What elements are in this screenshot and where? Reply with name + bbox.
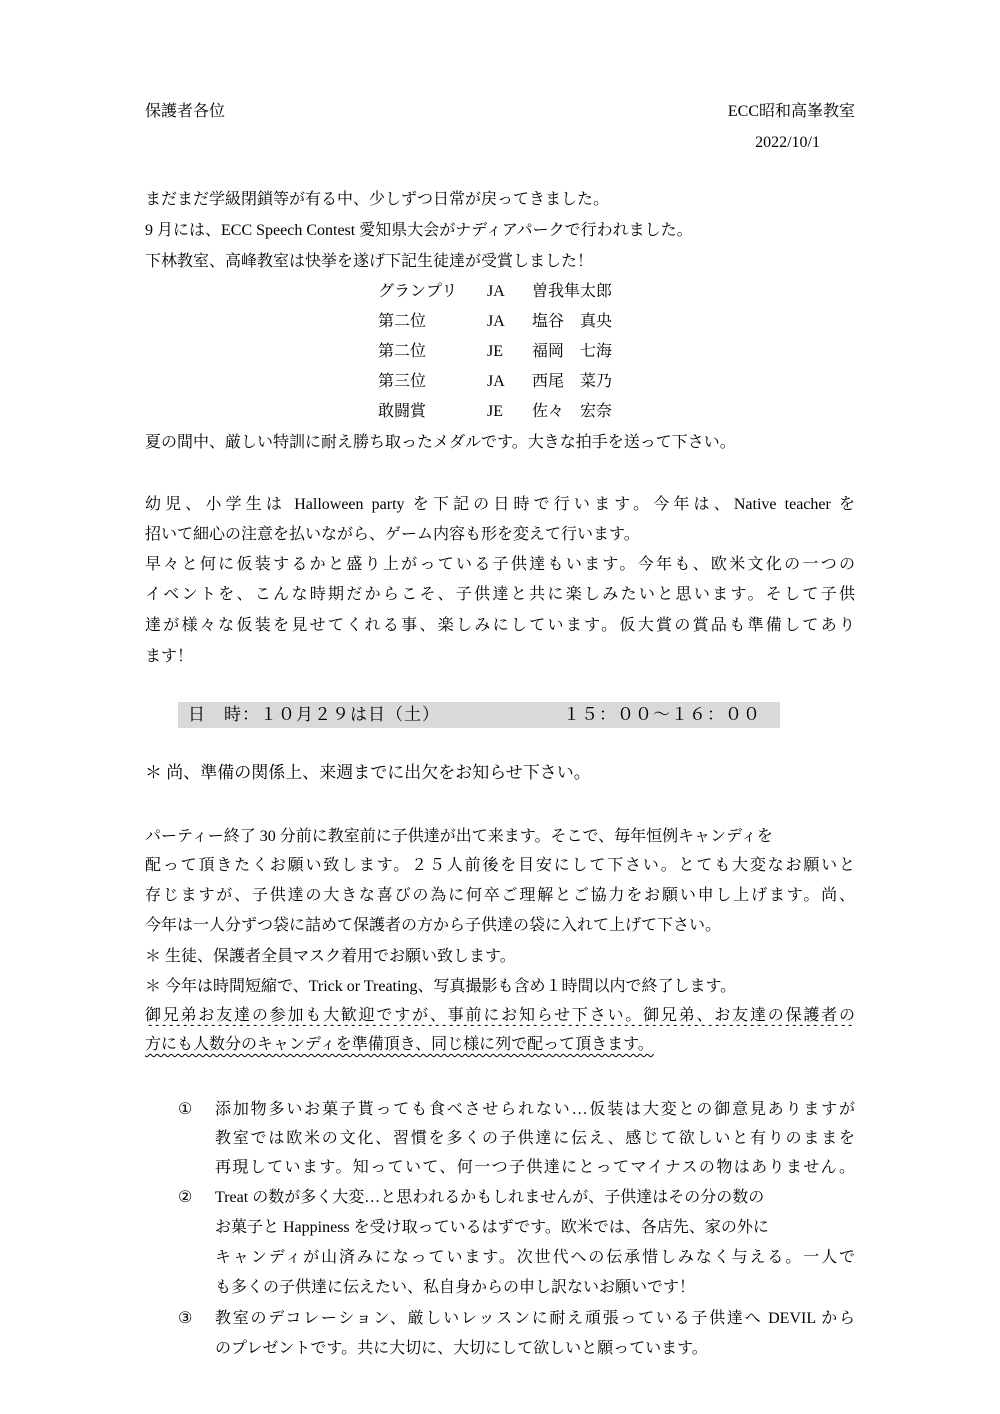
schedule-box: [178, 702, 780, 728]
point-line: 添加物多いお菓子貰っても食べさせられない…仮装は大変との御意見ありますが: [215, 1101, 855, 1118]
text-line: 存じますが、子供達の大きな喜びの為に何卒ご理解とご協力をお願い申し上げます。尚、: [145, 887, 855, 904]
text-line: 下林教室、高峰教室は快挙を遂げ下記生徒達が受賞しました！: [145, 253, 594, 270]
schedule-time: １５：００～１６：００: [563, 705, 761, 724]
award-name: 塩谷 真央: [532, 313, 613, 330]
mask-note: ＊ 生徒、保護者全員マスク着用でお願い致します。: [145, 948, 516, 965]
recipient: 保護者各位: [145, 103, 226, 120]
time-note: ＊ 今年は時間短縮で、Trick or Treating、写真撮影も含め１時間以内で終了します。: [145, 978, 737, 995]
text-line: イベントを、こんな時期だからこそ、子供達と共に楽しみたいと思います。そして子供: [145, 586, 855, 603]
award-prize: グランプリ: [378, 283, 458, 300]
sender: ECC昭和高峯教室: [727, 103, 855, 120]
awards-closing: 夏の間中、厳しい特訓に耐え勝ち取ったメダルです。大きな拍手を送って下さい。: [145, 434, 736, 451]
siblings-note: 御兄弟お友達の参加も大歓迎ですが、事前にお知らせ下さい。御兄弟、お友達の保護者の: [145, 1007, 855, 1024]
siblings-note: 方にも人数分のキャンディを準備頂き、同じ様に列で配って頂きます。: [145, 1036, 654, 1053]
award-class: JE: [487, 403, 503, 420]
point-line: お菓子と Happiness を受け取っているはずです。欧米では、各店先、家の外に: [215, 1219, 769, 1236]
point-marker: ②: [178, 1189, 193, 1206]
point-line: 教室のデコレーション、厳しいレッスンに耐え頑張っている子供達へ DEVIL から: [215, 1310, 855, 1327]
text-line: 今年は一人分ずつ袋に詰めて保護者の方から子供達の袋に入れて上げて下さい。: [145, 917, 722, 934]
rsvp-note: ＊ 尚、準備の関係上、来週までに出欠をお知らせ下さい。: [145, 763, 591, 782]
point-line: キャンディが山済みになっています。次世代への伝承惜しみなく与える。一人で: [215, 1249, 855, 1266]
award-name: 曽我隼太郎: [532, 283, 613, 300]
award-prize: 敢闘賞: [378, 403, 427, 420]
point-line: のプレゼントです。共に大切に、大切にして欲しいと願っています。: [215, 1340, 708, 1357]
award-name: 福岡 七海: [532, 343, 613, 360]
award-prize: 第二位: [378, 313, 427, 330]
text-line: パーティー終了 30 分前に教室前に子供達が出て来ます。そこで、毎年恒例キャンディを: [145, 828, 773, 845]
award-name: 佐々 宏奈: [532, 403, 613, 420]
point-line: 再現しています。知っていて、何一つ子供達にとってマイナスの物はありません。: [215, 1159, 855, 1176]
award-class: JA: [487, 373, 505, 390]
text-line: 9 月には、ECC Speech Contest 愛知県大会がナディアパークで行われました。: [145, 222, 693, 239]
text-line: 達が様々な仮装を見せてくれる事、楽しみにしています。仮大賞の賞品も準備してあり: [145, 617, 855, 634]
letter-date: 2022/10/1: [755, 134, 820, 151]
award-prize: 第二位: [378, 343, 427, 360]
schedule-date: 日 時：１０月２９は日（土）: [188, 705, 440, 724]
point-line: も多くの子供達に伝えたい、私自身からの申し訳ないお願いです！: [215, 1279, 696, 1296]
award-prize: 第三位: [378, 373, 427, 390]
point-marker: ①: [178, 1101, 193, 1118]
award-class: JA: [487, 283, 505, 300]
award-class: JE: [487, 343, 503, 360]
point-line: Treat の数が多く大変…と思われるかもしれませんが、子供達はその分の数の: [215, 1189, 765, 1206]
text-line: 招いて細心の注意を払いながら、ゲーム内容も形を変えて行います。: [145, 526, 640, 543]
text-line: 早々と何に仮装するかと盛り上がっている子供達もいます。今年も、欧米文化の一つの: [145, 556, 855, 573]
text-line: ます！: [145, 648, 194, 665]
point-marker: ③: [178, 1310, 193, 1327]
text-line: まだまだ学級閉鎖等が有る中、少しずつ日常が戻ってきました。: [145, 191, 610, 208]
award-name: 西尾 菜乃: [532, 373, 613, 390]
text-line: 幼児、小学生は Halloween party を下記の日時で行います。今年は、Native teacher を: [145, 496, 855, 513]
award-class: JA: [487, 313, 505, 330]
point-line: 教室では欧米の文化、習慣を多くの子供達に伝え、感じて欲しいと有りのままを: [215, 1130, 855, 1147]
text-line: 配って頂きたくお願い致します。２５人前後を目安にして下さい。とても大変なお願いと: [145, 857, 855, 874]
